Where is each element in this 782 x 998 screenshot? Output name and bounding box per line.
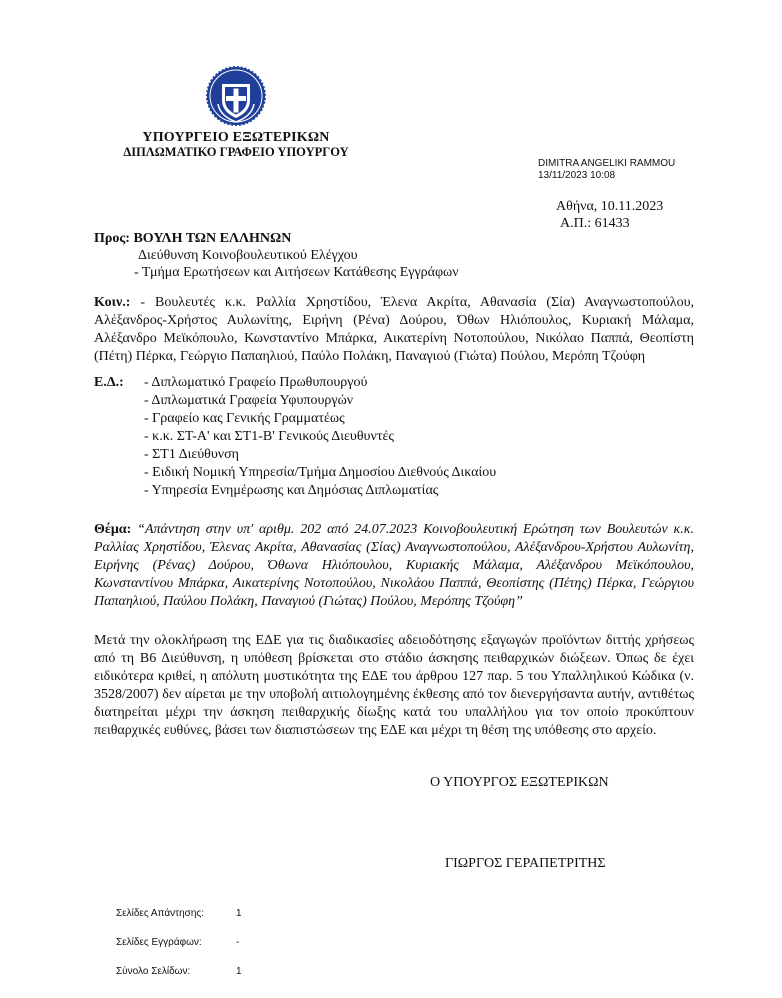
page-count-row bbox=[116, 937, 242, 966]
list-item: - κ.κ. ΣΤ-Α' και ΣΤ1-Β' Γενικούς Διευθυντές bbox=[144, 429, 394, 444]
koin-text: - Βουλευτές κ.κ. Ραλλία Χρηστίδου, Έλενα Ακρίτα, Αθανασία (Σία) Αναγνωστοπούλου, Αλέξανδρος-Χρήστος Αυλωνίτης, Ειρήνη (Ρένα) Δούρου, Όθων Ηλιόπουλος, Κυριακή Μάλαμα, Αλέξανδρο Μεϊκόπουλο, Κωνσταντίνο Μπάρκα, Αικατερίνη Νοτοπούλου, Νικόλαο Παππά, Θεοπίστη (Πέτη) Πέρκα, Γεώργιο Παπαηλιού, Παύλο Πολάκη, Παναγιού (Γιώτα) Πούλου, Μερόπη Τζούφη bbox=[94, 295, 695, 364]
page-count-table bbox=[116, 908, 242, 995]
recipient-line-1: Διεύθυνση Κοινοβουλευτικού Ελέγχου bbox=[138, 248, 358, 263]
body-paragraph: Μετά την ολοκλήρωση της ΕΔΕ για τις διαδικασίες αδειοδότησης εξαγωγών προϊόντων διττής χρήσεως από τη Β6 Διεύθυνση, η υπόθεση βρίσκεται στο στάδιο άσκησης πειθαρχικών διώξεων. Όπως δε έχει ειδικότερα κριθεί, η απόλυτη μυστικότητα της ΕΔΕ του άρθρου 127 παρ. 5 του Υπαλληλικού Κώδικα (ν. 3528/2007) δεν αίρεται με την υποβολή αιτιολογημένης έκθεσης από τον διενεργήσαντα αυτήν, αντιθέτως διατηρείται μέχρι την άσκηση πειθαρχικής δίωξης κατά του υπαλλήλου για τον οποίο προκύπτουν πειθαρχικές ευθύνες, βάσει των διαπιστώσεων της ΕΔΕ και μέχρι τη θέση της υπόθεσης στο αρχείο. bbox=[94, 633, 694, 738]
ed-list bbox=[144, 374, 496, 500]
subject-text: “Απάντηση στην υπ' αριθμ. 202 από 24.07.2023 Κοινοβουλευτική Ερώτηση των Βουλευτών κ.κ. Ραλλίας Χρηστίδου, Έλενας Ακρίτα, Αθανασίας (Σίας) Αναγνωστοπούλου, Αλέξανδρου-Χρήστου Αυλωνίτη, Ειρήνης (Ρένας) Δούρου, Όθωνα Ηλιόπουλου, Κυριακής Μάλαμα, Αλέξανδρου Μεϊκόπουλου, Κωνσταντίνου Μπάρκα, Αικατερίνης Νοτοπούλου, Νικολάου Παππά, Θεοπίστης (Πέτης) Πέρκα, Γεώργιου Παπαηλιού, Παύλου Πολάκη, Παναγιού (Γιώτας) Πούλου, Μερόπης Τζούφη” bbox=[94, 522, 694, 609]
list-item: - Γραφείο κας Γενικής Γραμματέως bbox=[144, 411, 345, 426]
office-name: ΔΙΠΛΩΜΑΤΙΚΟ ΓΡΑΦΕΙΟ ΥΠΟΥΡΓΟΥ bbox=[123, 145, 349, 159]
digital-signature-stamp bbox=[538, 158, 675, 182]
page-count-label: Σελίδες Απάντησης: bbox=[116, 908, 204, 919]
ministry-name: ΥΠΟΥΡΓΕΙΟ ΕΞΩΤΕΡΙΚΩΝ bbox=[142, 130, 330, 145]
signature-title: Ο ΥΠΟΥΡΓΟΣ ΕΞΩΤΕΡΙΚΩΝ bbox=[430, 775, 609, 790]
recipient-block bbox=[94, 230, 459, 281]
document-date: Αθήνα, 10.11.2023 bbox=[556, 199, 664, 214]
koin-block bbox=[94, 294, 694, 366]
ed-label: Ε.Δ.: bbox=[94, 375, 124, 390]
protocol-number: Α.Π.: 61433 bbox=[560, 216, 630, 231]
page-count-value: - bbox=[236, 937, 240, 948]
ministry-header bbox=[118, 130, 354, 160]
page-count-label: Σύνολο Σελίδων: bbox=[116, 966, 191, 977]
list-item: - Διπλωματικό Γραφείο Πρωθυπουργού bbox=[144, 375, 368, 390]
greek-emblem-icon bbox=[204, 64, 268, 128]
list-item: - Διπλωματικά Γραφεία Υφυπουργών bbox=[144, 393, 354, 408]
date-protocol bbox=[556, 198, 663, 232]
recipient-line-2: - Τμήμα Ερωτήσεων και Αιτήσεων Κατάθεσης Εγγράφων bbox=[134, 265, 459, 280]
page-count-row bbox=[116, 966, 242, 995]
signer-name: DIMITRA ANGELIKI RAMMOU bbox=[538, 158, 676, 169]
list-item: - Ειδική Νομική Υπηρεσία/Τμήμα Δημοσίου Διεθνούς Δικαίου bbox=[144, 465, 497, 480]
recipient-head: Προς: ΒΟΥΛΗ ΤΩΝ ΕΛΛΗΝΩΝ bbox=[94, 231, 292, 246]
signer-timestamp: 13/11/2023 10:08 bbox=[538, 170, 616, 181]
list-item: - Υπηρεσία Ενημέρωσης και Δημόσιας Διπλωματίας bbox=[144, 483, 439, 498]
ed-block bbox=[94, 374, 496, 500]
list-item: - ΣΤ1 Διεύθυνση bbox=[144, 447, 240, 462]
signature-name: ΓΙΩΡΓΟΣ ΓΕΡΑΠΕΤΡΙΤΗΣ bbox=[445, 856, 606, 871]
subject-label: Θέμα: bbox=[94, 522, 132, 537]
koin-label: Κοιν.: bbox=[94, 295, 131, 310]
page-count-label: Σελίδες Εγγράφων: bbox=[116, 937, 202, 948]
page-count-value: 1 bbox=[236, 908, 242, 919]
page-count-value: 1 bbox=[236, 966, 242, 977]
subject-block bbox=[94, 521, 694, 611]
page-count-row bbox=[116, 908, 242, 937]
